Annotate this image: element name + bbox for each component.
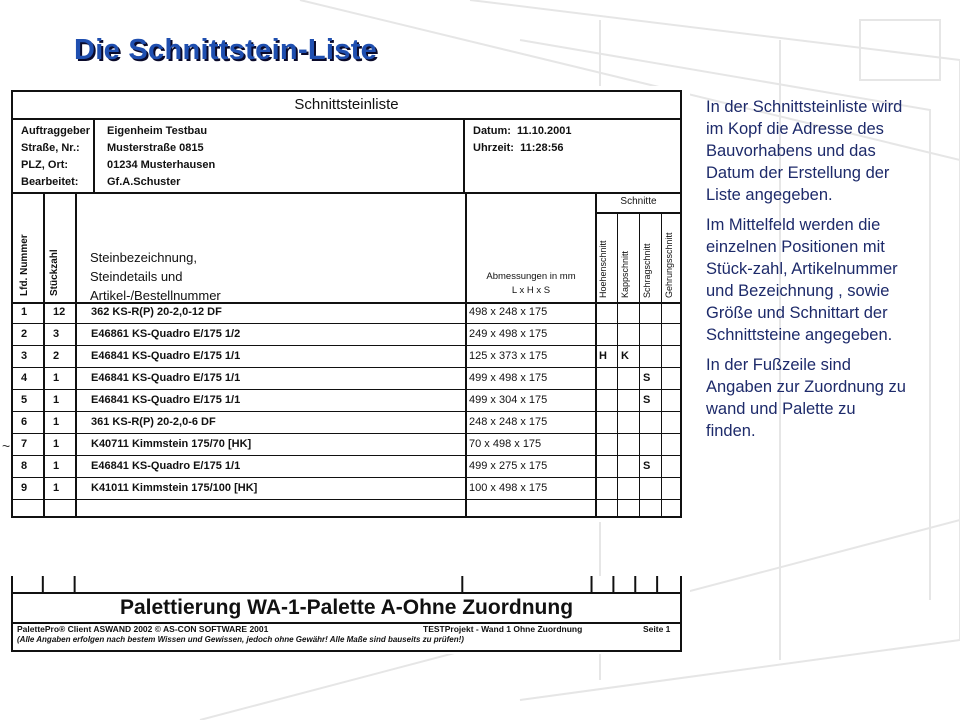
cell-abm: 499 x 304 x 175 — [469, 394, 548, 406]
column-headers — [13, 192, 680, 304]
cell-bez: E46861 KS-Quadro E/175 1/2 — [91, 328, 241, 340]
col-kappschnitt: Kappschnitt — [620, 250, 630, 298]
cell-nr: 5 — [21, 394, 28, 406]
table-row — [13, 346, 680, 368]
cell-anz: 3 — [53, 328, 60, 340]
cell-bez: E46841 KS-Quadro E/175 1/1 — [91, 350, 241, 362]
schnitte-label: Schnitte — [620, 196, 657, 207]
cell-nr: 1 — [21, 306, 28, 318]
col-abmessungen — [467, 270, 595, 298]
palettierung-title: Palettierung WA-1-Palette A-Ohne Zuordnung — [13, 592, 680, 624]
cell-bez: 362 KS-R(P) 20-2,0-12 DF — [91, 306, 222, 318]
col-lfd-nummer: Lfd. Nummer — [19, 234, 30, 296]
page-number: Seite 1 — [643, 624, 671, 634]
col-steinbezeichnung — [90, 248, 221, 305]
cell-anz: 1 — [53, 416, 60, 428]
address-block — [13, 118, 465, 192]
col-bez-line-2: Steindetails und — [90, 269, 183, 284]
cell-bez: E46841 KS-Quadro E/175 1/1 — [91, 460, 241, 472]
cell-nr: 6 — [21, 416, 28, 428]
date-block — [473, 123, 571, 157]
col-hoehenschnitt: Hoehenschnitt — [598, 240, 608, 298]
list-title: Schnittsteinliste — [13, 92, 680, 120]
label-auftraggeber: Auftraggeber — [21, 125, 91, 137]
scan-mark: ~ — [2, 438, 11, 454]
project-line: TESTProjekt - Wand 1 Ohne Zuordnung — [423, 624, 583, 634]
paragraph-header: In der Schnittsteinliste wird im Kopf die Adresse des Bauvorhabens und das Datum der Erstellung der Liste angegeben. — [706, 98, 903, 204]
software-line: PalettePro® Client ASWAND 2002 © AS-CON SOFTWARE 2001 — [17, 624, 269, 634]
uhrzeit-value: 11:28:56 — [520, 142, 564, 154]
table-row — [13, 456, 680, 478]
cell-k: K — [621, 350, 629, 362]
cell-nr: 2 — [21, 328, 28, 340]
label-plz: PLZ, Ort: — [21, 159, 69, 171]
header-divider — [93, 118, 95, 192]
paragraph-middle: Im Mittelfeld werden die einzelnen Positionen mit Stück-zahl, Artikelnummer und Bezeichnung , sowie Größe und Schnittart der Schnittsteine angegeben. — [706, 216, 898, 344]
paragraph-footer: In der Fußzeile sind Angaben zur Zuordnung zu wand und Palette zu finden. — [706, 356, 906, 440]
cell-abm: 249 x 498 x 175 — [469, 328, 548, 340]
table-row — [13, 368, 680, 390]
cell-anz: 1 — [53, 482, 60, 494]
table-row — [13, 478, 680, 500]
col-schragschnitt: Schragschnitt — [642, 243, 652, 298]
table-row — [13, 434, 680, 456]
address-values — [107, 123, 215, 191]
slide-title: Die Schnittstein-Liste — [74, 34, 378, 66]
col-stueckzahl: Stückzahl — [49, 249, 60, 296]
cell-bez: K41011 Kimmstein 175/100 [HK] — [91, 482, 258, 494]
cell-bez: E46841 KS-Quadro E/175 1/1 — [91, 372, 241, 384]
schnittsteinliste-scan — [0, 86, 690, 522]
cell-bez: K40711 Kimmstein 175/70 [HK] — [91, 438, 252, 450]
cell-anz: 1 — [53, 438, 60, 450]
address-labels — [21, 123, 90, 191]
list-sheet — [11, 90, 682, 518]
cell-abm: 499 x 275 x 175 — [469, 460, 548, 472]
cell-abm: 498 x 248 x 175 — [469, 306, 548, 318]
table-row — [13, 390, 680, 412]
cell-bez: 361 KS-R(P) 20-2,0-6 DF — [91, 416, 216, 428]
cell-h: H — [599, 350, 607, 362]
table-row — [13, 324, 680, 346]
cell-abm: 70 x 498 x 175 — [469, 438, 542, 450]
table-row — [13, 302, 680, 324]
col-bez-line-1: Steinbezeichnung, — [90, 250, 197, 265]
cell-nr: 9 — [21, 482, 28, 494]
value-auftraggeber: Eigenheim Testbau — [107, 125, 208, 137]
uhrzeit-label: Uhrzeit: — [473, 142, 514, 154]
disclaimer-line: (Alle Angaben erfolgen nach bestem Wissen und Gewissen, jedoch ohne Gewähr! Alle Maße sind bauseits zu prüfen!) — [17, 635, 464, 644]
cell-nr: 4 — [21, 372, 28, 384]
cell-anz: 2 — [53, 350, 60, 362]
cell-anz: 1 — [53, 394, 60, 406]
value-bearbeitet: Gf.A.Schuster — [107, 176, 181, 188]
cell-anz: 1 — [53, 460, 60, 472]
label-strasse: Straße, Nr.: — [21, 142, 80, 154]
cell-s: S — [643, 372, 651, 384]
datum-label: Datum: — [473, 125, 511, 137]
list-rows — [13, 302, 680, 500]
value-strasse: Musterstraße 0815 — [107, 142, 204, 154]
cell-abm: 100 x 498 x 175 — [469, 482, 548, 494]
col-bez-line-3: Artikel-/Bestellnummer — [90, 288, 221, 303]
cell-s: S — [643, 460, 651, 472]
explanation-text — [706, 96, 906, 450]
col-abm-line-2: L x H x S — [511, 285, 551, 296]
datum-value: 11.10.2001 — [517, 125, 572, 137]
label-bearbeitet: Bearbeitet: — [21, 176, 79, 188]
cell-anz: 12 — [53, 306, 66, 318]
cell-abm: 248 x 248 x 175 — [469, 416, 548, 428]
cell-nr: 3 — [21, 350, 28, 362]
footer-column-ticks — [13, 576, 680, 592]
value-plz: 01234 Musterhausen — [107, 159, 216, 171]
cell-nr: 7 — [21, 438, 28, 450]
table-row — [13, 412, 680, 434]
cell-bez: E46841 KS-Quadro E/175 1/1 — [91, 394, 241, 406]
footer-sheet — [11, 576, 682, 652]
cell-nr: 8 — [21, 460, 28, 472]
cell-abm: 499 x 498 x 175 — [469, 372, 548, 384]
cell-anz: 1 — [53, 372, 60, 384]
col-gehrungsschnitt: Gehrungsschnitt — [664, 232, 674, 298]
list-header — [13, 118, 680, 194]
col-abm-line-1: Abmessungen in mm — [486, 271, 576, 282]
cell-s: S — [643, 394, 651, 406]
cell-abm: 125 x 373 x 175 — [469, 350, 548, 362]
footer-scan — [0, 576, 690, 654]
